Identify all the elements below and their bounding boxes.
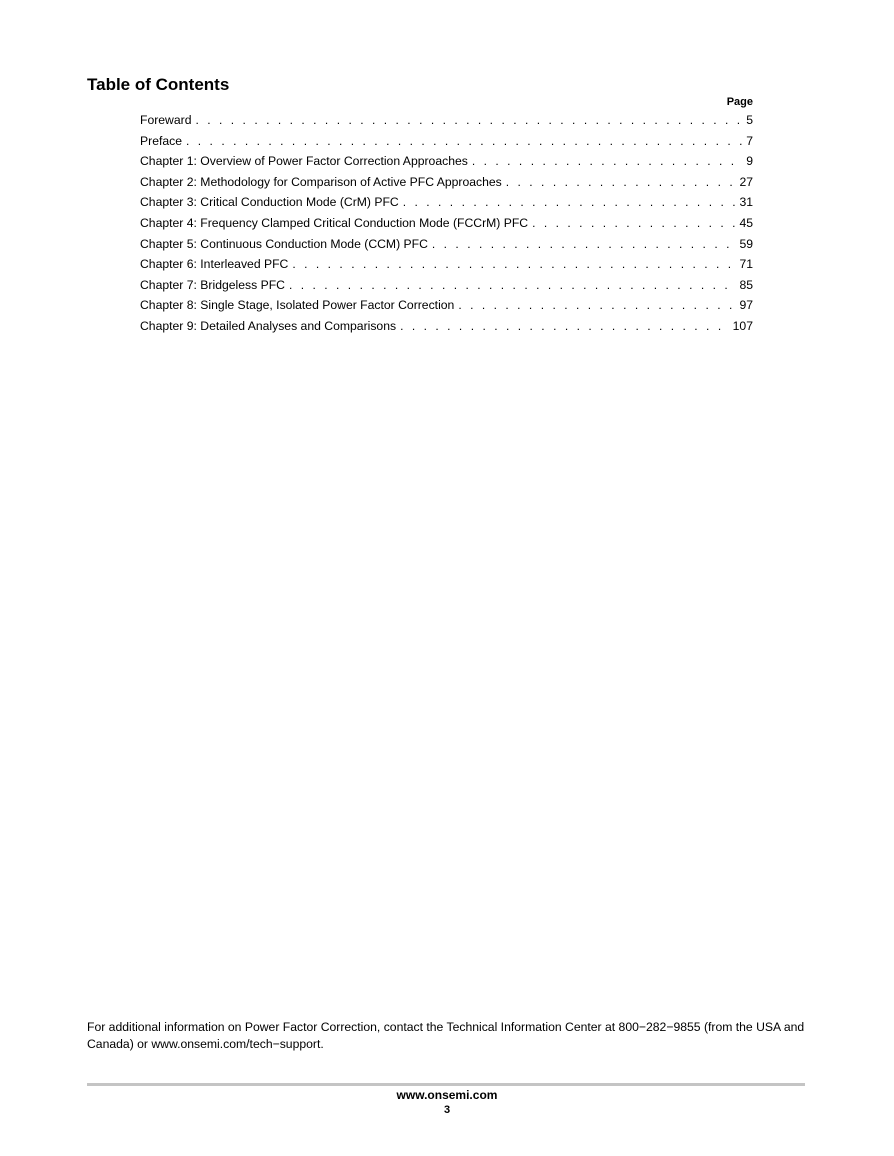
dot-leader	[532, 215, 735, 232]
toc-entry-page: 7	[746, 133, 753, 148]
toc-entry[interactable]	[140, 277, 753, 298]
toc-entry-label: Chapter 8: Single Stage, Isolated Power Factor Correction	[140, 298, 455, 313]
toc-entry[interactable]	[140, 133, 753, 154]
dot-leader	[186, 133, 742, 150]
toc-entry[interactable]	[140, 236, 753, 257]
toc-entry-page: 27	[739, 174, 753, 189]
toc-entry[interactable]	[140, 194, 753, 215]
toc-entry-label: Chapter 7: Bridgeless PFC	[140, 277, 285, 292]
dot-leader	[506, 174, 736, 191]
toc-entry-page: 45	[739, 215, 753, 230]
toc-entry-page: 5	[746, 113, 753, 127]
toc-entry[interactable]	[140, 215, 753, 236]
toc-entry-label: Foreward	[140, 113, 192, 127]
dot-leader	[195, 112, 742, 129]
dot-leader	[289, 277, 735, 294]
toc-entry-label: Chapter 2: Methodology for Comparison of Active PFC Approaches	[140, 174, 502, 189]
dot-leader	[292, 256, 735, 273]
page-number: 3	[443, 1104, 451, 1116]
toc-entry-page: 31	[739, 195, 753, 210]
toc-entry-page: 9	[746, 154, 753, 169]
page-column-header: Page	[726, 96, 753, 108]
footer-divider	[87, 1083, 805, 1086]
dot-leader	[400, 318, 729, 335]
toc-entry-page: 107	[732, 318, 753, 333]
toc-entry-page: 71	[739, 257, 753, 272]
toc-entry-label: Chapter 1: Overview of Power Factor Correction Approaches	[140, 154, 468, 169]
toc-entry[interactable]	[140, 256, 753, 277]
toc-entry-page: 85	[739, 277, 753, 292]
toc-entry[interactable]	[140, 153, 753, 174]
dot-leader	[472, 153, 742, 170]
page-title: Table of Contents	[87, 75, 230, 94]
toc-entry-label: Chapter 9: Detailed Analyses and Comparisons	[140, 318, 397, 333]
toc-entry-page: 97	[739, 298, 753, 313]
footer-website-link[interactable]: www.onsemi.com	[396, 1088, 498, 1102]
toc-entry-label: Preface	[140, 133, 183, 148]
toc-list	[140, 112, 753, 339]
toc-entry[interactable]	[140, 174, 753, 195]
dot-leader	[403, 194, 736, 211]
dot-leader	[432, 236, 736, 253]
footer-contact-note: For additional information on Power Factor Correction, contact the Technical Information Center at 800−282−9855 (from the USA and Canada) or www.onsemi.com/tech−support.	[87, 1020, 805, 1051]
toc-entry-label: Chapter 6: Interleaved PFC	[140, 257, 289, 272]
toc-entry-label: Chapter 5: Continuous Conduction Mode (CCM) PFC	[140, 236, 428, 251]
dot-leader	[458, 297, 735, 314]
toc-entry-label: Chapter 3: Critical Conduction Mode (CrM) PFC	[140, 195, 399, 210]
toc-entry[interactable]	[140, 318, 753, 339]
toc-entry-label: Chapter 4: Frequency Clamped Critical Conduction Mode (FCCrM) PFC	[140, 215, 529, 230]
toc-entry[interactable]	[140, 112, 753, 133]
toc-entry[interactable]	[140, 297, 753, 318]
toc-entry-page: 59	[739, 236, 753, 251]
